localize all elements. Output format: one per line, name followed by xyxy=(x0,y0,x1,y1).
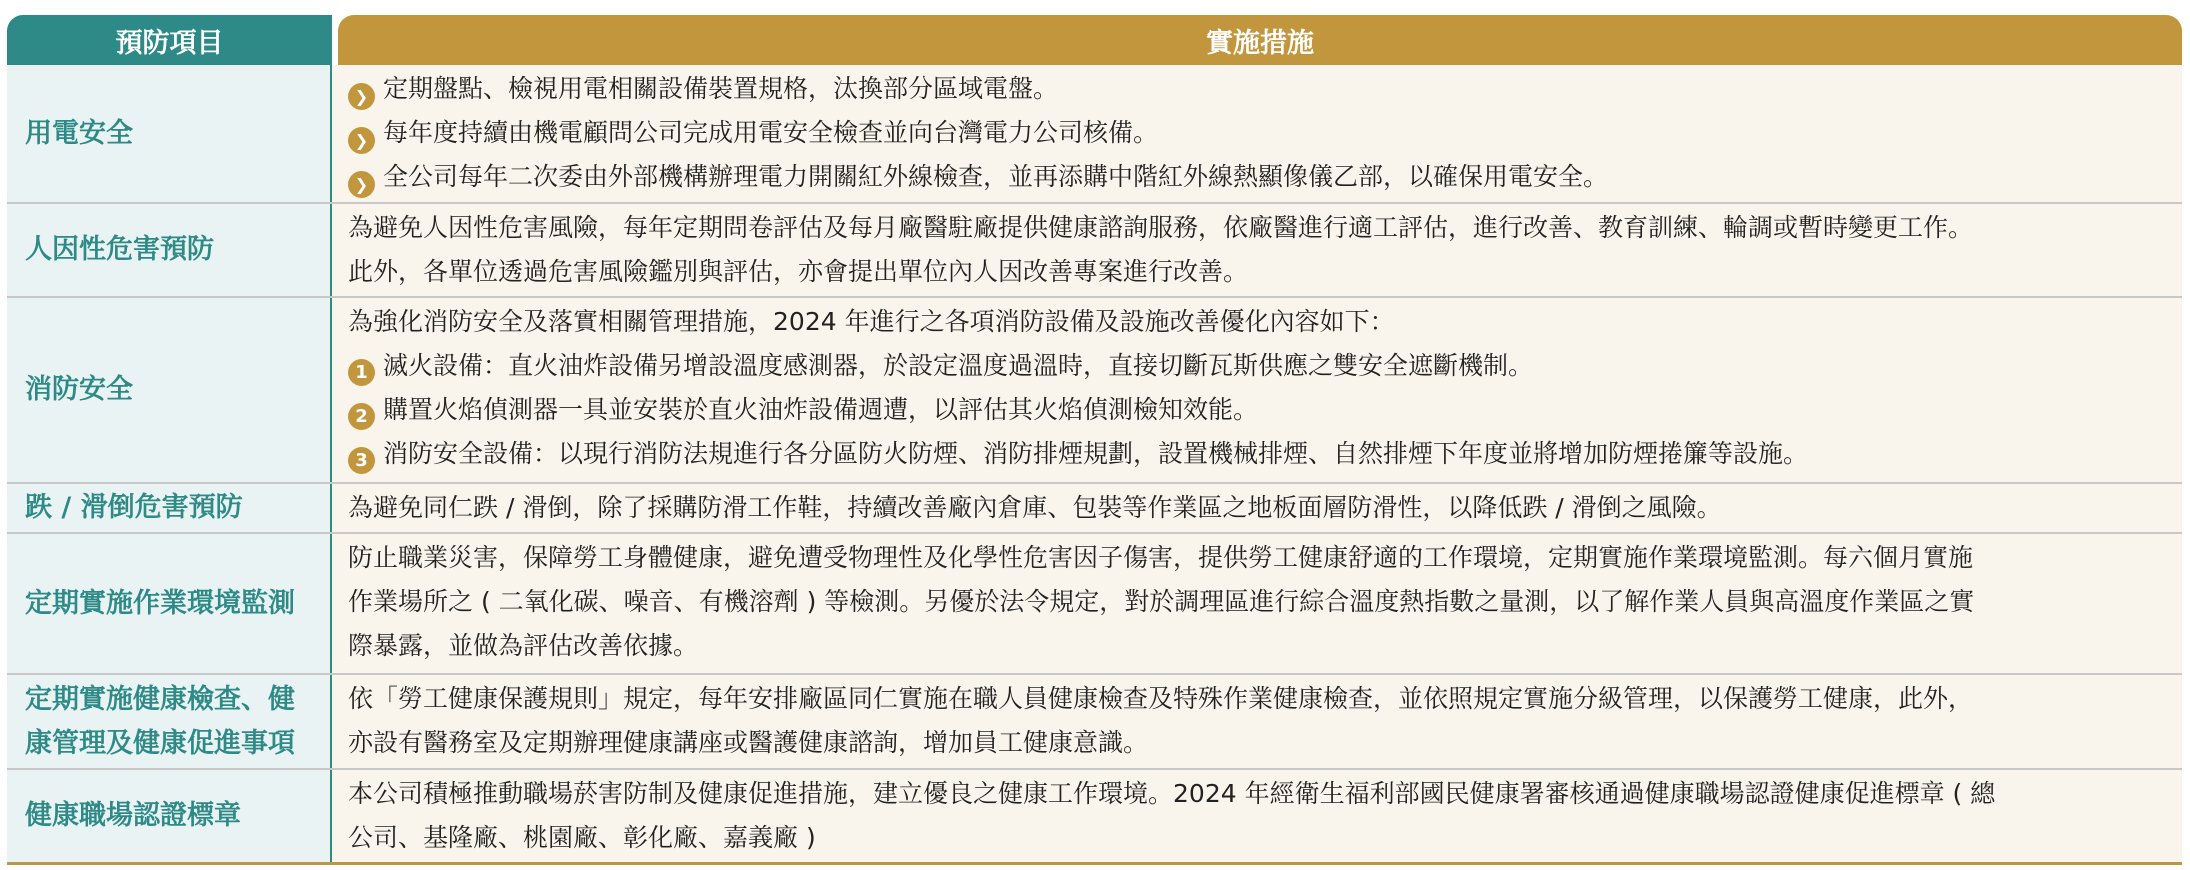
number-badge-icon: 1 xyxy=(348,359,375,386)
list-item: 2 購置火焰偵測器一具並安裝於直火油炸設備週遭，以評估其火焰偵測檢知效能。 xyxy=(348,388,2166,432)
arrow-bullet-icon: ❯ xyxy=(348,171,375,198)
table-row xyxy=(7,770,2182,865)
row-label: 人因性危害預防 xyxy=(7,204,332,296)
row-content: 本公司積極推動職場菸害防制及健康促進措施，建立優良之健康工作環境。2024 年經衛生福利部國民健康署審核通過健康職場認證健康促進標章 ( 總 公司、基隆廠、桃園廠、彰化廠、嘉義廠 ) xyxy=(332,770,2182,862)
row-label: 跌 / 滑倒危害預防 xyxy=(7,484,332,532)
row-content: 為強化消防安全及落實相關管理措施，2024 年進行之各項消防設備及設施改善優化內容如下： 1 滅火設備：直火油炸設備另增設溫度感測器，於設定溫度過溫時，直接切斷瓦斯供應之雙安全遮斷機制。 2 購置火焰偵測器一具並安裝於直火油炸設備週遭，以評估其火焰偵測檢知效能。 3 消防安全設備：以現行消防法規進行各分區防火防煙、消防排煙規劃，設置機械排煙、自然排煙下年度並將增加防煙捲簾等設施。 xyxy=(332,298,2182,482)
header-prevention-item: 預防項目 xyxy=(7,15,332,65)
number-badge-icon: 3 xyxy=(348,447,375,474)
arrow-bullet-icon: ❯ xyxy=(348,127,375,154)
row-content xyxy=(332,65,2182,202)
list-item: ❯ 定期盤點、檢視用電相關設備裝置規格，汰換部分區域電盤。 xyxy=(348,67,2166,111)
row-label: 定期實施作業環境監測 xyxy=(7,534,332,673)
row-label: 消防安全 xyxy=(7,298,332,482)
row-content: 為避免人因性危害風險，每年定期問卷評估及每月廠醫駐廠提供健康諮詢服務，依廠醫進行適工評估，進行改善、教育訓練、輪調或暫時變更工作。 此外，各單位透過危害風險鑑別與評估，亦會提出單位內人因改善專案進行改善。 xyxy=(332,204,2182,296)
header-measures: 實施措施 xyxy=(338,15,2182,65)
row-content: 防止職業災害，保障勞工身體健康，避免遭受物理性及化學性危害因子傷害，提供勞工健康舒適的工作環境，定期實施作業環境監測。每六個月實施 作業場所之 ( 二氧化碳、噪音、有機溶劑 ) 等檢測。另優於法令規定，對於調理區進行綜合溫度熱指數之量測，以了解作業人員與高溫度作業區之實 際暴露，並做為評估改善依據。 xyxy=(332,534,2182,673)
list-item: 1 滅火設備：直火油炸設備另增設溫度感測器，於設定溫度過溫時，直接切斷瓦斯供應之雙安全遮斷機制。 xyxy=(348,344,2166,388)
row-label: 用電安全 xyxy=(7,65,332,202)
row-label: 定期實施健康檢查、健 康管理及健康促進事項 xyxy=(7,675,332,768)
table-row xyxy=(7,65,2182,204)
table-row xyxy=(7,675,2182,770)
row-label: 健康職場認證標章 xyxy=(7,770,332,862)
row-content: 為避免同仁跌 / 滑倒，除了採購防滑工作鞋，持續改善廠內倉庫、包裝等作業區之地板面層防滑性，以降低跌 / 滑倒之風險。 xyxy=(332,484,2182,532)
row-content: 依「勞工健康保護規則」規定，每年安排廠區同仁實施在職人員健康檢查及特殊作業健康檢查，並依照規定實施分級管理，以保護勞工健康，此外， 亦設有醫務室及定期辦理健康講座或醫護健康諮詢，增加員工健康意識。 xyxy=(332,675,2182,768)
table-row xyxy=(7,534,2182,675)
table-row xyxy=(7,484,2182,534)
list-item: 3 消防安全設備：以現行消防法規進行各分區防火防煙、消防排煙規劃，設置機械排煙、自然排煙下年度並將增加防煙捲簾等設施。 xyxy=(348,432,2166,476)
arrow-bullet-icon: ❯ xyxy=(348,83,375,110)
list-item: ❯ 全公司每年二次委由外部機構辦理電力開關紅外線檢查，並再添購中階紅外線熱顯像儀乙部，以確保用電安全。 xyxy=(348,155,2166,199)
number-badge-icon: 2 xyxy=(348,403,375,430)
table-header xyxy=(7,15,2182,65)
table-row xyxy=(7,298,2182,484)
list-item: ❯ 每年度持續由機電顧問公司完成用電安全檢查並向台灣電力公司核備。 xyxy=(348,111,2166,155)
table-row xyxy=(7,204,2182,298)
prevention-table xyxy=(7,15,2182,865)
